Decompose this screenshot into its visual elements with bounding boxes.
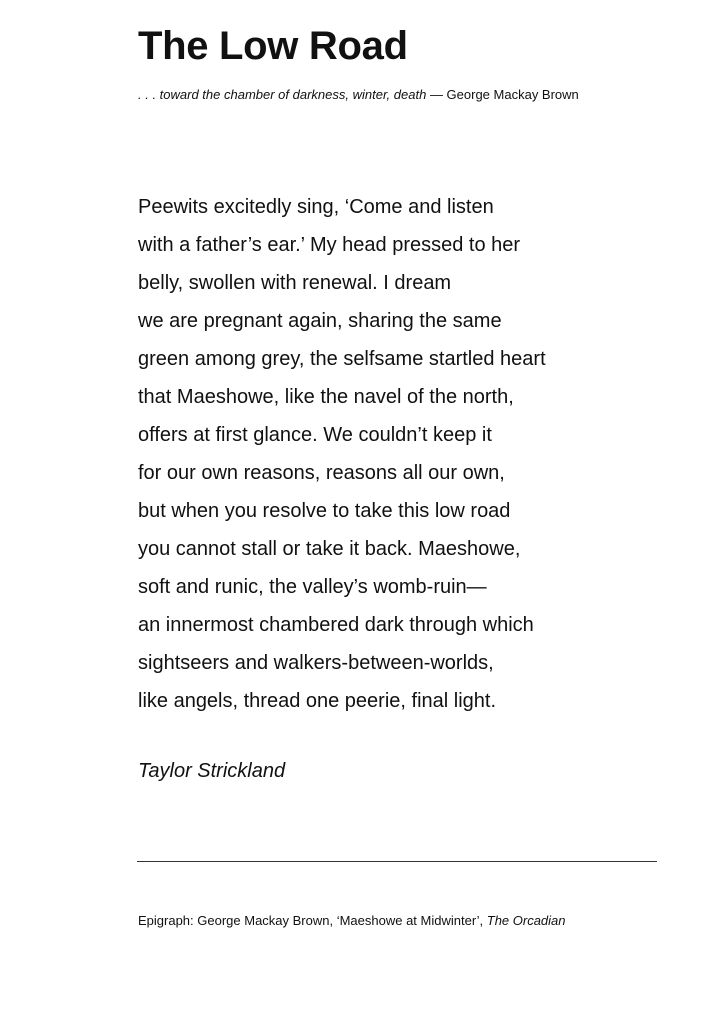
poem-line: for our own reasons, reasons all our own, [138,462,505,484]
poem-line: but when you resolve to take this low road [138,500,511,522]
author-name: Taylor Strickland [138,760,286,782]
poem-line: offers at first glance. We couldn’t keep it [138,424,492,446]
footnote-work-title: The Orcadian [486,913,566,928]
epigraph-quote: . . . toward the chamber of darkness, winter, death [138,87,427,102]
poem-line: with a father’s ear.’ My head pressed to her [138,234,521,256]
poem-line: sightseers and walkers-between-worlds, [138,652,494,674]
footnote [138,912,566,930]
footnote-divider [137,861,657,862]
poem-line: we are pregnant again, sharing the same [138,310,502,332]
poem-line: you cannot stall or take it back. Maeshowe, [138,538,521,560]
epigraph [138,86,579,104]
poem-title: The Low Road [138,24,408,68]
poem-line: soft and runic, the valley’s womb-ruin— [138,576,487,598]
epigraph-attribution: — George Mackay Brown [426,87,579,102]
poem-body [138,188,546,720]
poem-line: an innermost chambered dark through which [138,614,534,636]
poem-line: Peewits excitedly sing, ‘Come and listen [138,196,494,218]
poem-line: that Maeshowe, like the navel of the north, [138,386,514,408]
poem-line: like angels, thread one peerie, final light. [138,690,497,712]
poem-line: belly, swollen with renewal. I dream [138,272,452,294]
footnote-text: Epigraph: George Mackay Brown, ‘Maeshowe at Midwinter’, [138,913,487,928]
poem-line: green among grey, the selfsame startled heart [138,348,546,370]
